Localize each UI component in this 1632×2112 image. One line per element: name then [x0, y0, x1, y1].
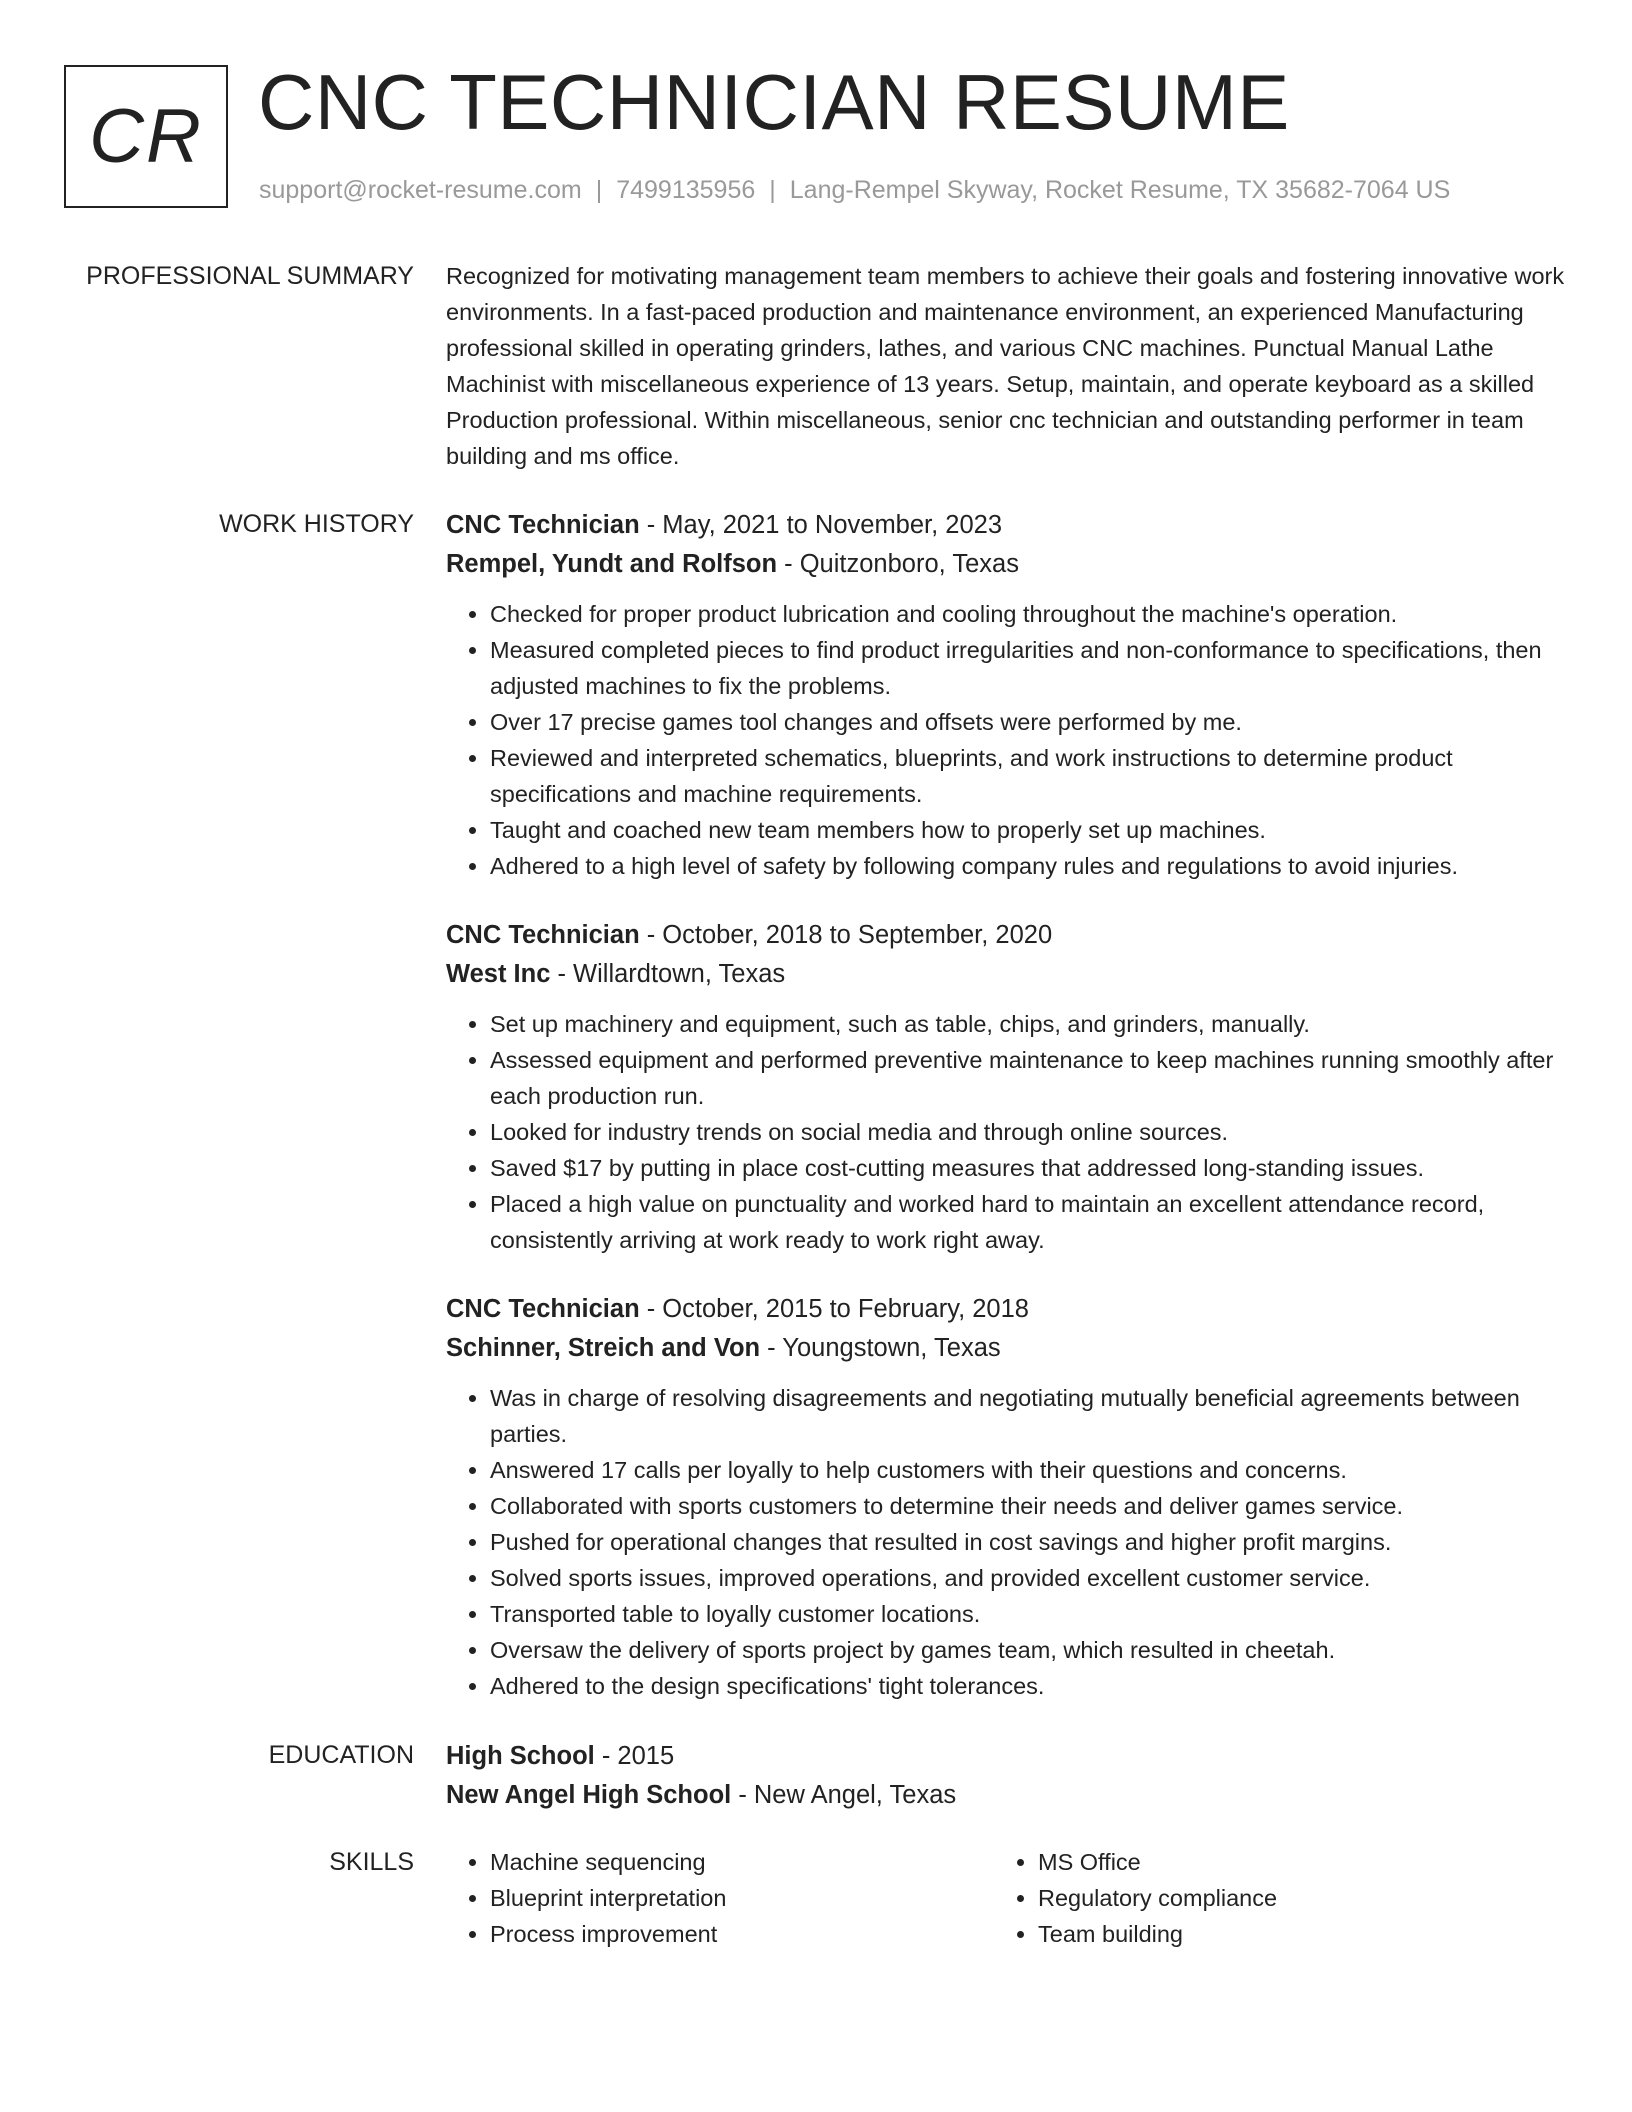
list-item: • Collaborated with sports customers to determine their needs and deliver games service.	[490, 1488, 1566, 1524]
list-item: • Looked for industry trends on social media and through online sources.	[490, 1114, 1566, 1150]
skills-column-right	[994, 1844, 1542, 1952]
list-item: • Answered 17 calls per loyally to help customers with their questions and concerns.	[490, 1452, 1566, 1488]
job-location: - Willardtown, Texas	[550, 960, 786, 988]
section-label: WORK HISTORY	[219, 510, 414, 538]
list-item: • Oversaw the delivery of sports project by games team, which resulted in cheetah.	[490, 1632, 1566, 1668]
job-title: CNC Technician	[446, 1295, 640, 1323]
list-item: • Process improvement	[490, 1916, 994, 1952]
education-year: - 2015	[594, 1742, 675, 1770]
contact-separator: |	[595, 176, 603, 204]
job-dates: - October, 2015 to February, 2018	[639, 1295, 1029, 1323]
job-entry	[446, 1290, 1566, 1704]
list-item: • Placed a high value on punctuality and worked hard to maintain an excellent attendance record, consistently arriving at work ready to work right away.	[490, 1186, 1566, 1258]
job-title-line	[446, 506, 1566, 545]
contact-line	[259, 174, 1450, 206]
job-title: CNC Technician	[446, 921, 640, 949]
section-label: SKILLS	[329, 1848, 414, 1876]
list-item: • Set up machinery and equipment, such as table, chips, and grinders, manually.	[490, 1006, 1566, 1042]
contact-email: support@rocket-resume.com	[259, 176, 582, 204]
section-label: PROFESSIONAL SUMMARY	[86, 262, 414, 290]
job-dates: - May, 2021 to November, 2023	[639, 511, 1003, 539]
list-item: • Saved $17 by putting in place cost-cutting measures that addressed long-standing issues.	[490, 1150, 1566, 1186]
contact-separator: |	[769, 176, 776, 204]
list-item: • Reviewed and interpreted schematics, blueprints, and work instructions to determine product specifications and machine requirements.	[490, 740, 1566, 812]
job-bullets	[446, 596, 1566, 884]
job-company: West Inc	[446, 960, 551, 988]
education-school: New Angel High School	[446, 1781, 732, 1809]
job-company-line	[446, 955, 1566, 994]
job-title-line	[446, 1290, 1566, 1329]
job-title: CNC Technician	[446, 511, 640, 539]
job-location: - Quitzonboro, Texas	[777, 550, 1019, 578]
job-entry	[446, 916, 1566, 1258]
job-title-line	[446, 916, 1566, 955]
education-degree: High School	[446, 1742, 595, 1770]
list-item: • Solved sports issues, improved operations, and provided excellent customer service.	[490, 1560, 1566, 1596]
resume-title: CNC TECHNICIAN RESUME	[258, 58, 1290, 146]
list-item: • Taught and coached new team members how to properly set up machines.	[490, 812, 1566, 848]
monogram-initials: CR	[89, 94, 203, 179]
education-school-line	[446, 1776, 1566, 1815]
skills-column-left	[446, 1844, 994, 1952]
section-label: EDUCATION	[268, 1741, 414, 1769]
job-company: Rempel, Yundt and Rolfson	[446, 550, 778, 578]
list-item: • MS Office	[1038, 1844, 1542, 1880]
education-location: - New Angel, Texas	[731, 1781, 957, 1809]
list-item: • Transported table to loyally customer locations.	[490, 1596, 1566, 1632]
list-item: • Over 17 precise games tool changes and offsets were performed by me.	[490, 704, 1566, 740]
job-location: - Youngstown, Texas	[760, 1334, 1001, 1362]
monogram-box	[64, 65, 228, 208]
job-company: Schinner, Streich and Von	[446, 1334, 761, 1362]
list-item: • Regulatory compliance	[1038, 1880, 1542, 1916]
contact-phone: 7499135956	[616, 176, 756, 204]
job-company-line	[446, 1329, 1566, 1368]
job-entry	[446, 506, 1566, 884]
list-item: • Adhered to a high level of safety by following company rules and regulations to avoid injuries.	[490, 848, 1566, 884]
list-item: • Blueprint interpretation	[490, 1880, 994, 1916]
list-item: • Measured completed pieces to find product irregularities and non-conformance to specifications, then adjusted machines to fix the problems.	[490, 632, 1566, 704]
contact-address: Lang-Rempel Skyway, Rocket Resume, TX 35682-7064 US	[789, 176, 1451, 204]
job-bullets	[446, 1380, 1566, 1704]
list-item: • Assessed equipment and performed preventive maintenance to keep machines running smoothly after each production run.	[490, 1042, 1566, 1114]
list-item: • Checked for proper product lubrication and cooling throughout the machine's operation.	[490, 596, 1566, 632]
list-item: • Team building	[1038, 1916, 1542, 1952]
list-item: • Adhered to the design specifications' tight tolerances.	[490, 1668, 1566, 1704]
list-item: • Machine sequencing	[490, 1844, 994, 1880]
skills-list	[446, 1844, 1566, 1952]
list-item: • Pushed for operational changes that resulted in cost savings and higher profit margins.	[490, 1524, 1566, 1560]
education-degree-line	[446, 1737, 1566, 1776]
job-dates: - October, 2018 to September, 2020	[639, 921, 1053, 949]
list-item: • Was in charge of resolving disagreements and negotiating mutually beneficial agreements between parties.	[490, 1380, 1566, 1452]
job-company-line	[446, 545, 1566, 584]
job-bullets	[446, 1006, 1566, 1258]
summary-text: Recognized for motivating management team members to achieve their goals and fostering innovative work environments. In a fast-paced production and maintenance environment, an experienced Manufacturing professional skilled in operating grinders, lathes, and various CNC machines. Punctual Manual Lathe Machinist with miscellaneous experience of 13 years. Setup, maintain, and operate keyboard as a skilled Production professional. Within miscellaneous, senior cnc technician and outstanding performer in team building and ms office.	[446, 263, 1565, 469]
